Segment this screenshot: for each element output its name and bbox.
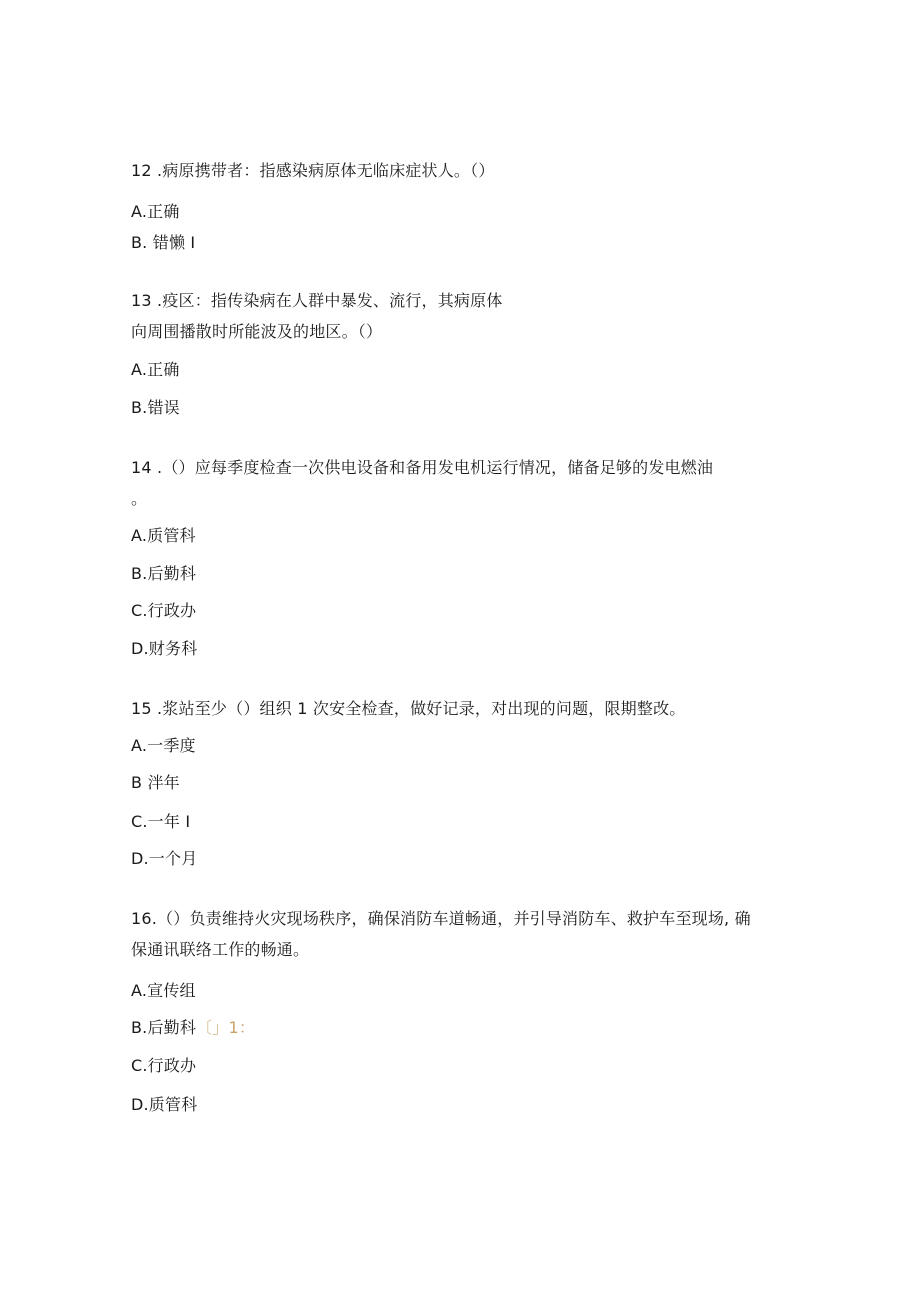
question-16-option-d: D.质管科 [131,1095,198,1114]
question-14-option-a: A.质管科 [131,526,196,545]
question-12-stem: 12 .病原携带者：指感染病原体无临床症状人。（） [131,161,495,180]
question-13-stem-line-1: 13 .疫区：指传染病在人群中暴发、流行，其病原体 [131,291,503,310]
question-16-option-b: B.后勤科 [131,1018,197,1037]
question-16-stem-line-2: 保通讯联络工作的畅通。 [131,940,310,959]
question-15-stem: 15 .浆站至少（）组织 1 次安全检查，做好记录，对出现的问题，限期整改。 [131,699,686,718]
answer-mark: 〔」1： [196,1018,256,1037]
question-14-option-b: B.后勤科 [131,564,197,583]
question-16-option-c: C.行政办 [131,1056,197,1075]
question-14-option-c: C.行政办 [131,601,197,620]
question-15-option-c: C.一年 I [131,812,191,831]
question-15-option-b: B 泮年 [131,773,180,792]
question-14-option-d: D.财务科 [131,639,198,658]
question-14-stem-line-2: 。 [131,489,148,508]
question-13-option-b: B.错误 [131,398,180,417]
question-15-option-d: D.一个月 [131,849,198,868]
question-16-option-a: A.宣传组 [131,981,196,1000]
question-16-stem-line-1: 16.（）负责维持火灾现场秩序，确保消防车道畅通，并引导消防车、救护车至现场, 确 [131,909,751,928]
question-14-stem-line-1: 14 .（）应每季度检查一次供电设备和备用发电机运行情况，储备足够的发电燃油 [131,458,714,477]
question-13-option-a: A.正确 [131,360,180,379]
question-12-option-a: A.正确 [131,202,180,221]
question-12-option-b: B. 错懒 I [131,233,196,252]
question-13-stem-line-2: 向周围播散时所能波及的地区。（） [131,322,383,341]
question-15-option-a: A.一季度 [131,736,196,755]
question-16-option-b-row [131,1018,255,1038]
